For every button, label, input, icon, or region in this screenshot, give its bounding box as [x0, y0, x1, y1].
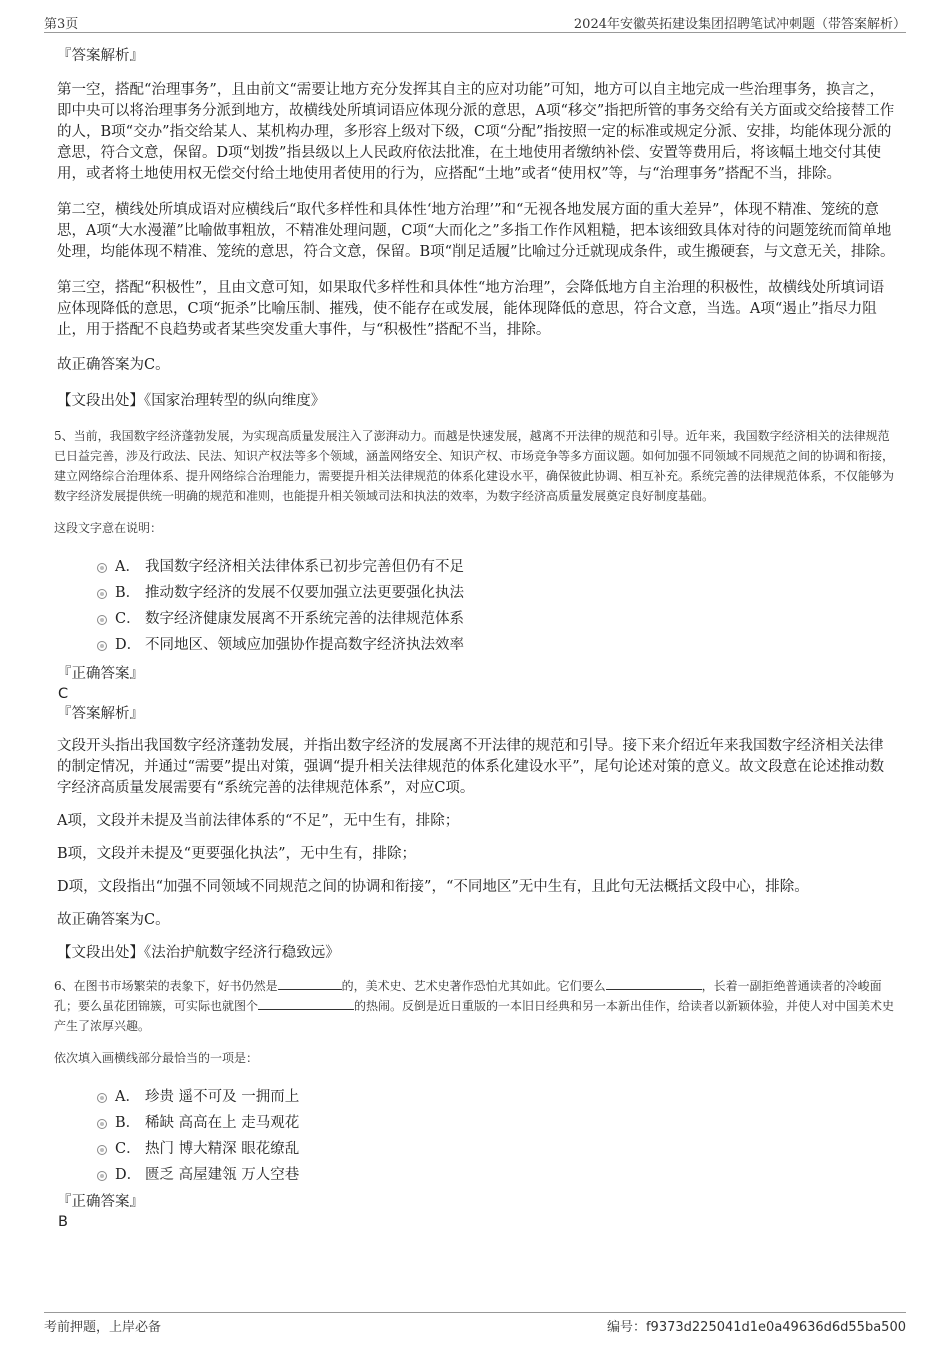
radio-icon[interactable]	[97, 641, 107, 651]
q6-prompt: 依次填入画横线部分最恰当的一项是：	[54, 1051, 259, 1065]
radio-icon[interactable]	[97, 589, 107, 599]
footer-slogan: 考前押题，上岸必备	[44, 1320, 162, 1335]
page-header	[44, 10, 906, 33]
radio-icon[interactable]	[97, 615, 107, 625]
q5-conclusion: 故正确答案为C。	[57, 912, 170, 928]
q5-prompt: 这段文字意在说明：	[54, 521, 163, 535]
q5-option-c[interactable]: C． 数字经济健康发展离不开系统完善的法律规范体系	[57, 606, 895, 632]
q5-stem: 5、当前，我国数字经济蓬勃发展，为实现高质量发展注入了澎湃动力。而越是快速发展，越离不开法律的规范和引导。近年来，我国数字经济相关的法律规范已日益完善，涉及行政法、民法、知识产权法等多个领域，涵盖网络安全、知识产权、市场竞争等多方面议题。如何加强不同领域不同规范之间的协调和衔接，建立网络综合治理体系、提升网络综合治理能力，需要提升相关法律规范的体系化建设水平，确保彼此协调、相互补充。系统完善的法律规范体系，不仅能够为数字经济发展提供统一明确的规范和准则，也能提升相关领域司法和执法的效率，为数字经济高质量发展奠定良好制度基础。	[54, 429, 895, 503]
fill-blank	[606, 977, 702, 990]
radio-icon[interactable]	[97, 1093, 107, 1103]
q4-analysis-tag: 『答案解析』	[57, 48, 144, 64]
q5-b-note: B项，文段并未提及“更要强化执法”，无中生有，排除；	[57, 846, 416, 862]
radio-icon[interactable]	[97, 1145, 107, 1155]
page-footer	[44, 1312, 906, 1335]
q5-option-b[interactable]: B． 推动数字经济的发展不仅要加强立法更要强化执法	[57, 580, 895, 606]
q4-analysis-p1: 第一空，搭配“治理事务”，且由前文“需要让地方充分发挥其自主的应对功能”可知，地方可以自主地完成一些治理事务，换言之，即中央可以将治理事务分派到地方，故横线处所填词语应体现分派的意思，A项“移交”指把所管的事务交给有关方面或交给接替工作的人，B项“交办”指交给某人、某机构办理，多形容上级对下级，C项“分配”指按照一定的标准或规定分派、安排，均能体现分派的意思，符合文意，保留。D项“划拨”指县级以上人民政府依法批准，在土地使用者缴纳补偿、安置等费用后，将该幅土地交付其使用，或者将土地使用权无偿交付给土地使用者使用的行为，应搭配“土地”或者“使用权”等，与“治理事务”搭配不当，排除。	[57, 82, 895, 182]
page-number: 第3页	[44, 17, 79, 32]
document-code: 编号：f9373d225041d1e0a49636d6d55ba500	[606, 1320, 906, 1335]
q6-option-c[interactable]: C． 热门 博大精深 眼花缭乱	[57, 1136, 895, 1162]
fill-blank	[258, 997, 354, 1010]
q6-options	[57, 1084, 895, 1188]
q5-answer-tag: 『正确答案』	[57, 666, 144, 682]
fill-blank	[278, 977, 342, 990]
radio-icon[interactable]	[97, 1171, 107, 1181]
document-title: 2024年安徽英拓建设集团招聘笔试冲刺题（带答案解析）	[573, 17, 906, 32]
q5-analysis: 文段开头指出我国数字经济蓬勃发展，并指出数字经济的发展离不开法律的规范和引导。接下来介绍近年来我国数字经济相关法律的制定情况，并通过“需要”提出对策，强调“提升相关法律规范的体系化建设水平”，尾句论述对策的意义。故文段意在论述推动数字经济高质量发展需要有“系统完善的法律规范体系”，对应C项。	[57, 738, 885, 796]
q5-options	[57, 554, 895, 658]
radio-icon[interactable]	[97, 1119, 107, 1129]
q6-answer-tag: 『正确答案』	[57, 1194, 144, 1210]
q5-answer: C	[58, 686, 69, 702]
q4-analysis-p3: 第三空，搭配“积极性”，且由文意可知，如果取代多样性和具体性“地方治理”，会降低地方自主治理的积极性，故横线处所填词语应体现降低的意思，C项“扼杀”比喻压制、摧残，使不能存在或发展，能体现降低的意思，符合文意，当选。A项“遏止”指尽力阻止，用于搭配不良趋势或者某些突发重大事件，与“积极性”搭配不当，排除。	[57, 280, 885, 338]
q4-conclusion: 故正确答案为C。	[57, 357, 170, 373]
q5-a-note: A项，文段并未提及当前法律体系的“不足”，无中生有，排除；	[57, 813, 460, 829]
radio-icon[interactable]	[97, 563, 107, 573]
q6-option-b[interactable]: B． 稀缺 高高在上 走马观花	[57, 1110, 895, 1136]
page-content	[54, 42, 895, 1232]
q5-option-d[interactable]: D． 不同地区、领域应加强协作提高数字经济执法效率	[57, 632, 895, 658]
q6-answer: B	[58, 1214, 68, 1230]
q4-analysis-p2: 第二空，横线处所填成语对应横线后“取代多样性和具体性‘地方治理’”和“无视各地发展方面的重大差异”，体现不精准、笼统的意思，A项“大水漫灌”比喻做事粗放，不精准处理问题，C项“大而化之”多指工作作风粗糙，把本该细致具体对待的问题笼统而简单地处理，均能体现不精准、笼统的意思，符合文意，保留。B项“削足适履”比喻过分迁就现成条件，或生搬硬套，与文意无关，排除。	[57, 202, 895, 260]
q5-analysis-tag: 『答案解析』	[57, 706, 144, 722]
q5-source: 【文段出处】《法治护航数字经济行稳致远》	[57, 945, 340, 961]
q6-option-a[interactable]: A． 珍贵 遥不可及 一拥而上	[57, 1084, 895, 1110]
q4-source: 【文段出处】《国家治理转型的纵向维度》	[57, 393, 326, 409]
q6-option-d[interactable]: D． 匮乏 高屋建瓴 万人空巷	[57, 1162, 895, 1188]
q5-option-a[interactable]: A． 我国数字经济相关法律体系已初步完善但仍有不足	[57, 554, 895, 580]
q6-stem: 6、在图书市场繁荣的表象下，好书仍然是 的，美术史、艺术史著作恐怕尤其如此。它们要么 ，长着一副拒绝普通读者的冷峻面孔；要么虽花团锦簇，可实际也就图个 的热闹。反倒是近日重版的一本旧日经典和另一本新出佳作，给读者以新颖体验，并使人对中国美术史产生了浓厚兴趣。	[54, 979, 895, 1033]
q5-d-note: D项，文段指出“加强不同领域不同规范之间的协调和衔接”，“不同地区”无中生有，且此句无法概括文段中心，排除。	[57, 879, 809, 895]
